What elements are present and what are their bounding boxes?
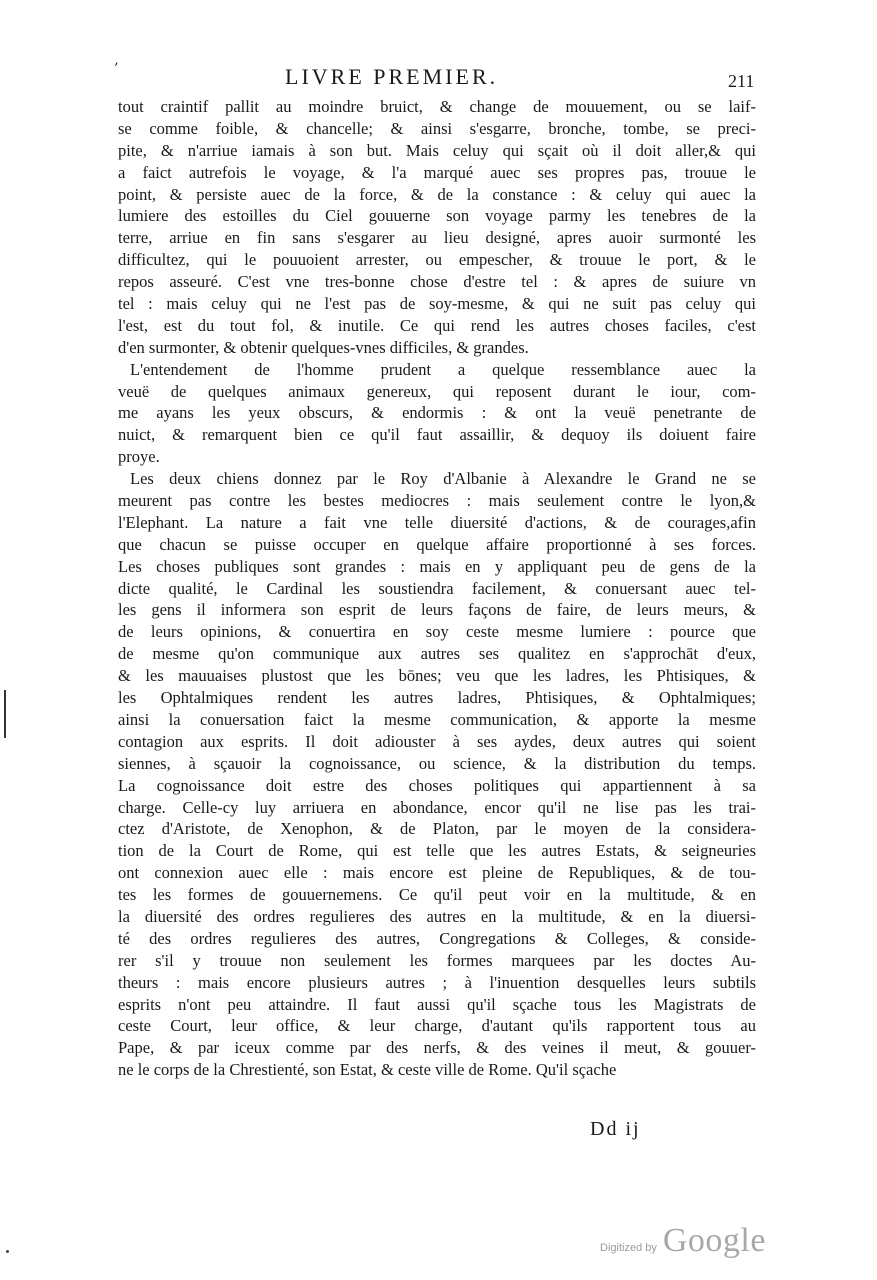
digitized-watermark <box>600 1222 766 1260</box>
google-logo: Google <box>662 1222 766 1259</box>
text-line: Les choses publiques sont grandes : mais en y appliquant peu de gens de la <box>118 556 756 576</box>
text-line: té des ordres regulieres des autres, Congregations & Colleges, & conside- <box>118 928 756 948</box>
text-line: meurent pas contre les bestes mediocres : mais seulement contre le lyon,& <box>118 491 756 511</box>
text-line: a faict autrefois le voyage, & l'a marqué auec ses propres pas, trouue le <box>118 162 756 182</box>
text-line: nuict, & remarquent bien ce qu'il faut assaillir, & dequoy ils doiuent faire <box>118 425 756 445</box>
watermark-prefix: Digitized by <box>600 1242 657 1254</box>
text-line: contagion aux esprits. Il doit adiouster à ses aydes, deux autres qui soient <box>118 731 756 751</box>
text-line: ont connexion auec elle : mais encore est pleine de Republiques, & de tou- <box>118 863 756 883</box>
text-line: charge. Celle-cy luy arriuera en abondance, encor qu'il ne lise pas les trai- <box>118 797 756 817</box>
text-line: terre, arriue en fin sans s'esgarer au lieu designé, apres auoir surmonté les <box>118 228 756 248</box>
text-line: tes les formes de gouuernemens. Ce qu'il peut voir en la multitude, & en <box>118 885 756 905</box>
gutter-line <box>4 690 6 738</box>
text-line: tout craintif pallit au moindre bruict, & change de mouuement, ou se laif- <box>118 97 756 116</box>
text-line: & les mauuaises plustost que les bōnes; veu que les ladres, les Phtisiques, & <box>118 666 756 686</box>
margin-mark: ’ <box>114 61 119 77</box>
page-number: 211 <box>728 71 755 91</box>
text-line: pite, & n'arriue iamais à son but. Mais celuy qui sçait où il doit aller,& qui <box>118 140 756 160</box>
text-line: me ayans les yeux obscurs, & endormis : & ont la veuë penetrante de <box>118 403 756 423</box>
text-line: tel : mais celuy qui ne l'est pas de soy-mesme, & qui ne suit pas celuy qui <box>118 294 756 314</box>
text-line: esprits n'ont peu attaindre. Il faut aussi qu'il sçache tous les Magistrats de <box>118 994 756 1014</box>
text-line: L'entendement de l'homme prudent a quelque ressemblance auec la <box>130 359 756 379</box>
text-line: se comme foible, & chancelle; & ainsi s'esgarre, bronche, tombe, se preci- <box>118 118 756 138</box>
text-line: siennes, à sçauoir la cognoissance, ou science, & la distribution du temps. <box>118 753 756 773</box>
text-line: la diuersité des ordres regulieres des autres en la multitude, & en la diuersi- <box>118 906 756 926</box>
text-line: ceste Court, leur office, & leur charge, d'autant qu'ils rapportent tous au <box>118 1016 756 1036</box>
text-line: de leurs opinions, & conuertira en soy ceste mesme lumiere : pource que <box>118 622 756 642</box>
text-line: d'en surmonter, & obtenir quelques-vnes difficiles, & grandes. <box>118 337 529 357</box>
signature-mark: Dd ij <box>590 1118 641 1140</box>
text-line: ctez d'Aristote, de Xenophon, & de Platon, par le moyen de la considera- <box>118 819 756 839</box>
text-line: proye. <box>118 447 160 467</box>
text-line: difficultez, qui le pouuoient arrester, ou empescher, & trouue le port, & le <box>118 250 756 270</box>
text-line: l'est, est du tout fol, & inutile. Ce qui rend les autres choses faciles, c'est <box>118 315 756 335</box>
text-line: lumiere des estoilles du Ciel gouuerne son voyage parmy les tenebres de la <box>118 206 756 226</box>
text-line: Les deux chiens donnez par le Roy d'Albanie à Alexandre le Grand ne se <box>130 469 756 489</box>
text-line: dicte qualité, le Cardinal les soustiendra facilement, & conuersant auec tel- <box>118 578 756 598</box>
gutter-dot <box>6 1250 9 1253</box>
text-line: rer s'il y trouue non seulement les formes marquees par les doctes Au- <box>118 950 756 970</box>
text-line: les gens il informera son esprit de leurs façons de faire, de leurs meurs, & <box>118 600 756 620</box>
text-line: les Ophtalmiques rendent les autres ladres, Phtisiques, & Ophtalmiques; <box>118 688 756 708</box>
text-line: ne le corps de la Chrestienté, son Estat, & ceste ville de Rome. Qu'il sçache <box>118 1060 617 1080</box>
text-line: l'Elephant. La nature a fait vne telle diuersité d'actions, & de courages,afin <box>118 512 756 532</box>
running-head: LIVRE PREMIER. <box>285 64 499 89</box>
text-line: ainsi la conuersation faict la mesme communication, & apporte la mesme <box>118 709 756 729</box>
text-line: theurs : mais encore plusieurs autres ; à l'inuention desquelles leurs subtils <box>118 972 756 992</box>
text-line: que chacun se puisse occuper en quelque affaire proportionné à ses forces. <box>118 534 756 554</box>
text-line: Pape, & par iceux comme par des nerfs, & des veines il meut, & gouuer- <box>118 1038 756 1058</box>
text-line: repos asseuré. C'est vne tres-bonne chose d'estre tel : & apres de suiure vn <box>118 272 756 292</box>
text-line: tion de la Court de Rome, qui est telle que les autres Estats, & seigneuries <box>118 841 756 861</box>
text-line: de mesme qu'on communique aux autres ses qualitez en s'approchāt d'eux, <box>118 644 756 664</box>
text-line: veuë de quelques animaux genereux, qui reposent durant le iour, com- <box>118 381 756 401</box>
text-line: point, & persiste auec de la force, & de la constance : & celuy qui auec la <box>118 184 756 204</box>
text-line: La cognoissance doit estre des choses politiques qui appartiennent à sa <box>118 775 756 795</box>
body-text <box>118 96 756 1081</box>
